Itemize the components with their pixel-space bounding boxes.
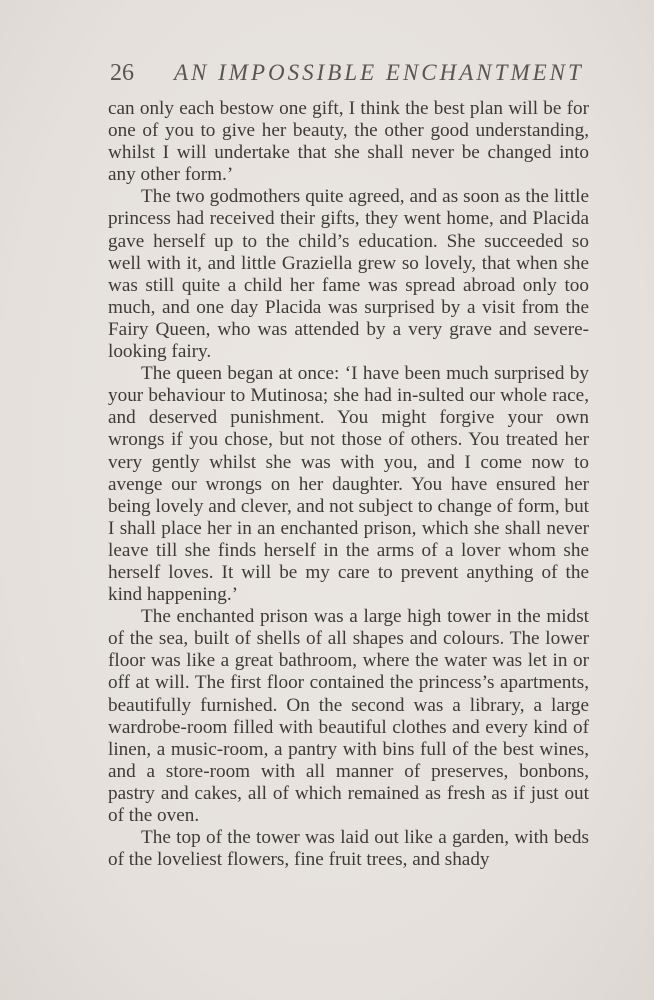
running-head [110,56,590,92]
page-number: 26 [110,60,134,86]
paragraph: The top of the tower was laid out like a garden, with beds of the loveliest flowers, fine fruit trees, and shady [108,827,589,871]
paragraph: The enchanted prison was a large high tower in the midst of the sea, built of shells of all shapes and colours. The lower floor was like a great bathroom, where the water was let in or off at will. The first floor contained the princess’s apartments, beautifully furnished. On the second was a library, a large wardrobe-room filled with beautiful clothes and every kind of linen, a music-room, a pantry with bins full of the best wines, and a store-room with all manner of preserves, bonbons, pastry and cakes, all of which remained as fresh as if just out of the oven. [108,606,589,826]
paragraph: The queen began at once: ‘I have been much surprised by your behaviour to Mutinosa; she had in-sulted our whole race, and deserved punishment. You might forgive your own wrongs if you chose, but not those of others. You treated her very gently whilst she was with you, and I come now to avenge our wrongs on her daughter. You have ensured her being lovely and clever, and not subject to change of form, but I shall place her in an enchanted prison, which she shall never leave till she finds herself in the arms of a lover whom she herself loves. It will be my care to prevent anything of the kind happening.’ [108,363,589,606]
paragraph: can only each bestow one gift, I think the best plan will be for one of you to give her beauty, the other good understanding, whilst I will undertake that she shall never be changed into any other form.’ [108,98,589,186]
running-title: AN IMPOSSIBLE ENCHANTMENT [174,60,584,85]
paragraph: The two godmothers quite agreed, and as soon as the little princess had received their gifts, they went home, and Placida gave herself up to the child’s education. She succeeded so well with it, and little Graziella grew so lovely, that when she was still quite a child her fame was spread abroad only too much, and one day Placida was surprised by a visit from the Fairy Queen, who was attended by a very grave and severe-looking fairy. [108,186,589,363]
body-text [108,98,589,871]
